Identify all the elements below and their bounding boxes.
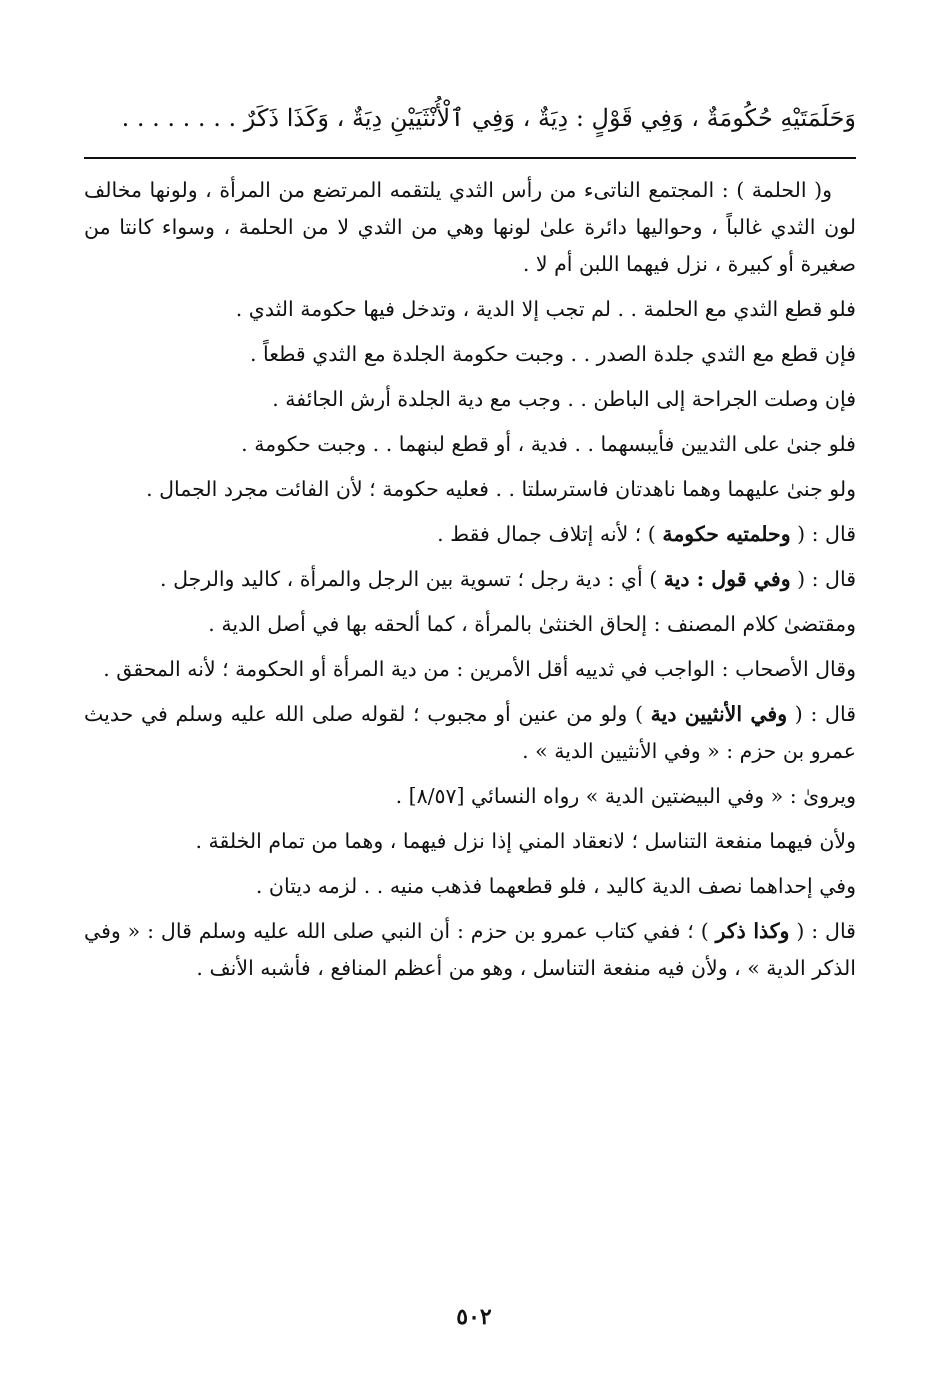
- header-divider: [84, 157, 856, 159]
- paragraph-15: [84, 913, 856, 987]
- matn-header-text: وَحَلَمَتَيْهِ حُكُومَةٌ ، وَفِي قَوْلٍ : دِيَةٌ ، وَفِي ٱلْأُنْثَيَيْنِ دِيَةٌ ، وَكَذَا ذَكَرٌ: [243, 104, 856, 132]
- paragraph-7-pre: قال : (: [790, 522, 856, 546]
- paragraph-7-post: ) ؛ لأنه إتلاف جمال فقط .: [437, 522, 663, 546]
- paragraph-12: ويروىٰ : « وفي البيضتين الدية » رواه النسائي [٨/٥٧] .: [395, 784, 856, 808]
- paragraph-8-quoted-matn: وفي قول : دية: [663, 567, 791, 591]
- paragraph-14: وفي إحداهما نصف الدية كاليد ، فلو قطعهما فذهب منيه . . لزمه ديتان .: [255, 874, 856, 898]
- paragraph-7: [84, 516, 856, 553]
- paragraph-11-pre: قال : (: [787, 702, 856, 726]
- paragraph-9: ومقتضىٰ كلام المصنف : إلحاق الخنثىٰ بالمرأة ، كما ألحقه بها في أصل الدية .: [208, 612, 856, 636]
- paragraph-11: [84, 696, 856, 770]
- paragraph-8: [84, 561, 856, 598]
- paragraph-8-pre: قال : (: [790, 567, 856, 591]
- page-number: ٥٠٢: [456, 1304, 492, 1330]
- matn-header: [84, 96, 856, 140]
- paragraph-2: فلو قطع الثدي مع الحلمة . . لم تجب إلا الدية ، وتدخل فيها حكومة الثدي .: [235, 297, 856, 321]
- paragraph-6: ولو جنىٰ عليهما وهما ناهدتان فاسترسلتا . . فعليه حكومة ؛ لأن الفائت مجرد الجمال .: [146, 477, 856, 501]
- paragraph-10: وقال الأصحاب : الواجب في ثدييه أقل الأمرين : من دية المرأة أو الحكومة ؛ لأنه المحقق .: [103, 657, 856, 681]
- paragraph-7-quoted-matn: وحلمتيه حكومة: [662, 522, 791, 546]
- paragraph-1: و( الحلمة ) : المجتمع الناتىء من رأس الثدي يلتقمه المرتضع من المرأة ، ولونها مخالف لون الثدي غالباً ، وحواليها دائرة علىٰ لونها وهي من الثدي لا من الحلمة ، وسواء كانتا من صغيرة أو كبيرة ، نزل فيهما اللبن أم لا .: [84, 178, 856, 276]
- paragraph-13: ولأن فيهما منفعة التناسل ؛ لانعقاد المني إذا نزل فيهما ، وهما من تمام الخلقة .: [195, 829, 856, 853]
- paragraph-15-post: ) ؛ ففي كتاب عمرو بن حزم : أن النبي صلى الله عليه وسلم قال : « وفي الذكر الدية » ، ولأن فيه منفعة التناسل ، وهو من أعظم المنافع ، فأشبه الأنف .: [84, 919, 856, 980]
- matn-header-dots: . . . . . . . .: [121, 104, 237, 132]
- commentary-body: [84, 172, 856, 995]
- paragraph-8-post: ) أي : دية رجل ؛ تسوية بين الرجل والمرأة ، كاليد والرجل .: [160, 567, 664, 591]
- paragraph-11-post: ) ولو من عنين أو مجبوب ؛ لقوله صلى الله عليه وسلم في حديث عمرو بن حزم : « وفي الأنثيين الدية » .: [84, 702, 856, 763]
- paragraph-15-pre: قال : (: [789, 919, 856, 943]
- paragraph-11-quoted-matn: وفي الأنثيين دية: [650, 702, 788, 726]
- paragraph-4: فإن وصلت الجراحة إلى الباطن . . وجب مع دية الجلدة أرش الجائفة .: [272, 387, 856, 411]
- paragraph-15-quoted-matn: وكذا ذكر: [715, 919, 790, 943]
- paragraph-5: فلو جنىٰ على الثديين فأيبسهما . . فدية ، أو قطع لبنهما . . وجبت حكومة .: [241, 432, 856, 456]
- paragraph-3: فإن قطع مع الثدي جلدة الصدر . . وجبت حكومة الجلدة مع الثدي قطعاً .: [249, 342, 856, 366]
